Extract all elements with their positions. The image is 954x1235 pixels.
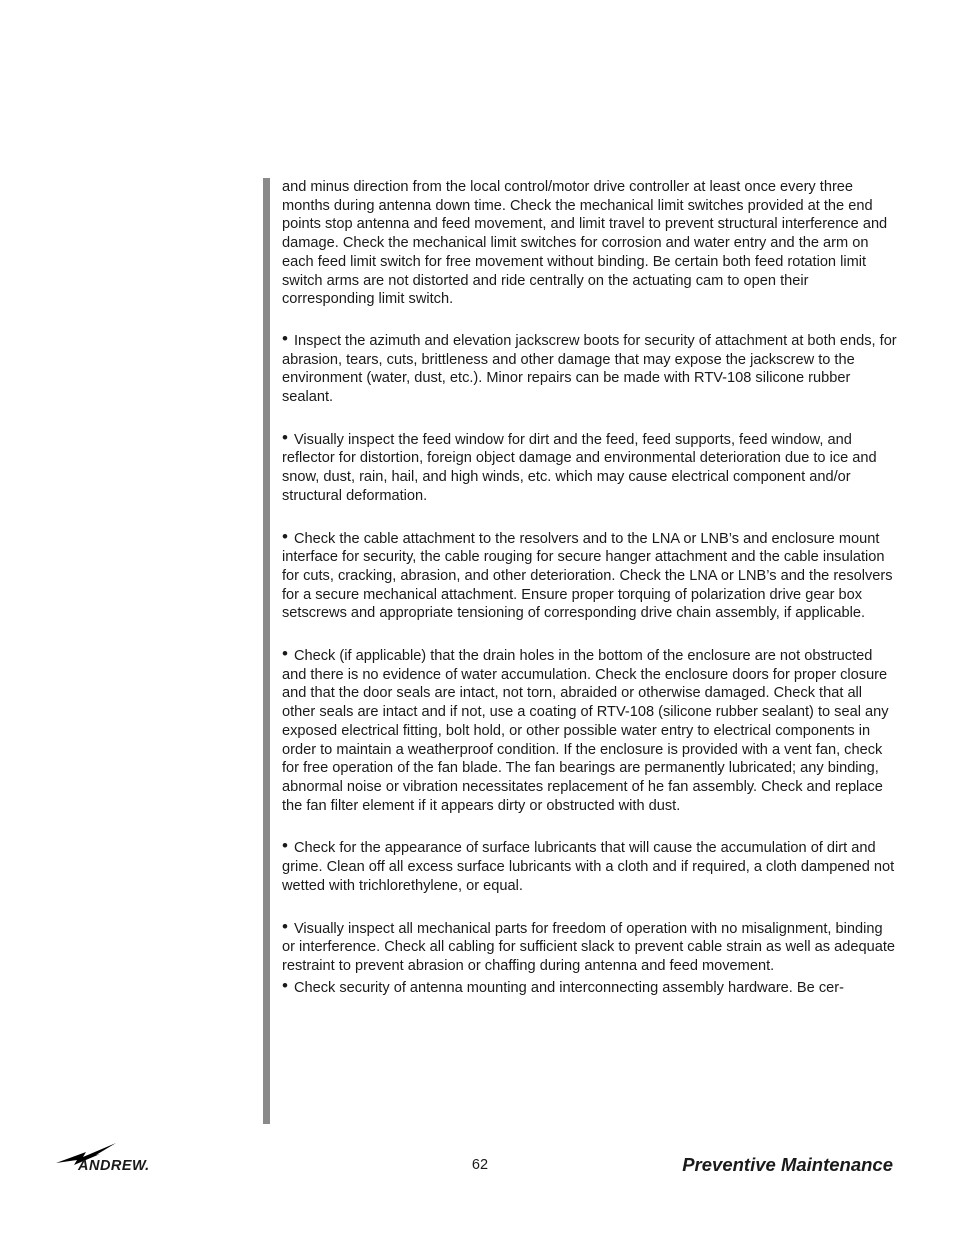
paragraph-text: Check for the appearance of surface lubricants that will cause the accumulation of dirt and grime. Clean off all excess surface lubricants with a cloth and if required, a cloth dampened not wetted with trichlorethylene, or equal. [282,840,895,894]
bullet-icon: • [282,916,288,936]
andrew-logo-text: ANDREW. [78,1158,150,1174]
section-title: Preventive Maintenance [682,1154,893,1175]
bullet-icon: • [282,975,288,995]
bullet-icon: • [282,526,288,546]
paragraph-text: Check the cable attachment to the resolvers and to the LNA or LNB’s and enclosure mount interface for security, the cable rouging for secure hanger attachment and the cable insulation for cuts, cracking, abrasion, and other deterioration. Check the LNA or LNB’s and the resolvers for a secure mechanical attachment. Ensure proper torquing of polarization drive gear box setscrews and appropriate tensioning of corresponding drive chain assembly, if applicable. [282,530,893,622]
paragraph-text: Check security of antenna mounting and interconnecting assembly hardware. Be cer- [293,979,844,996]
paragraph-text: Check (if applicable) that the drain holes in the bottom of the enclosure are not obstructed and there is no evidence of water accumulation. Check the enclosure doors for proper closure and that the door seals are intact, not torn, abraided or otherwise damaged. Check that all other seals are intact and if not, use a coating of RTV-108 (silicone rubber sealant) to seal any exposed electrical fitting, bolt hold, or other possible water entry to electrical components in order to maintain a weatherproof condition. If the enclosure is provided with a vent fan, check for free operation of the fan blade. The fan bearings are permanently lubricated; any binding, abnormal noise or vibration necessitates replacement of he fan assembly. Check and replace the fan filter element if it appears dirty or obstructed with dust. [282,648,889,814]
bullet-paragraph-mounting-hardware [282,975,898,998]
bullet-icon: • [282,836,288,856]
page-number: 62 [471,1157,489,1173]
bullet-icon: • [282,644,288,664]
bullet-paragraph-drain-holes [282,646,898,815]
bullet-icon: • [282,427,288,447]
bullet-paragraph-feed-window [282,427,898,506]
change-bar [263,178,270,1124]
paragraph-text: and minus direction from the local control/motor drive controller at least once every three months during antenna down time. Check the mechanical limit switches provided at the end points stop antenna and feed movement, and limit travel to prevent structural interference and damage. Check the mechanical limit switches for corrosion and water entry and the arm on each feed limit switch for free movement without binding. Be certain both feed rotation limit switch arms are not distorted and ride centrally on the actuating cam to open their corresponding limit switch. [282,179,888,308]
bullet-paragraph-cable-attachment [282,526,898,624]
paragraph-text: Visually inspect the feed window for dirt and the feed, feed supports, feed window, and reflector for distortion, foreign object damage and environmental deterioration due to ice and snow, dust, rain, hail, and high winds, etc. which may cause electrical component and/or structural deformation. [282,431,877,504]
bullet-paragraph-mechanical-parts [282,916,898,976]
bullet-icon: • [282,328,288,348]
bullet-paragraph-lubricants [282,838,898,895]
paragraph-continuation [282,178,898,309]
paragraph-text: Inspect the azimuth and elevation jackscrew boots for security of attachment at both ends, for abrasion, tears, cuts, brittleness and other damage that may expose the jackscrew to the environment (water, dust, etc.). Minor repairs can be made with RTV-108 silicone rubber sealant. [282,332,897,406]
bullet-paragraph-jackscrew-boots [282,328,898,407]
body-text [282,178,898,1020]
paragraph-text: Visually inspect all mechanical parts for freedom of operation with no misalignment, binding or interference. Check all cabling for sufficient slack to prevent cable strain as well as adequate restraint to prevent abrasion or chaffing during antenna and feed movement. [282,920,895,974]
